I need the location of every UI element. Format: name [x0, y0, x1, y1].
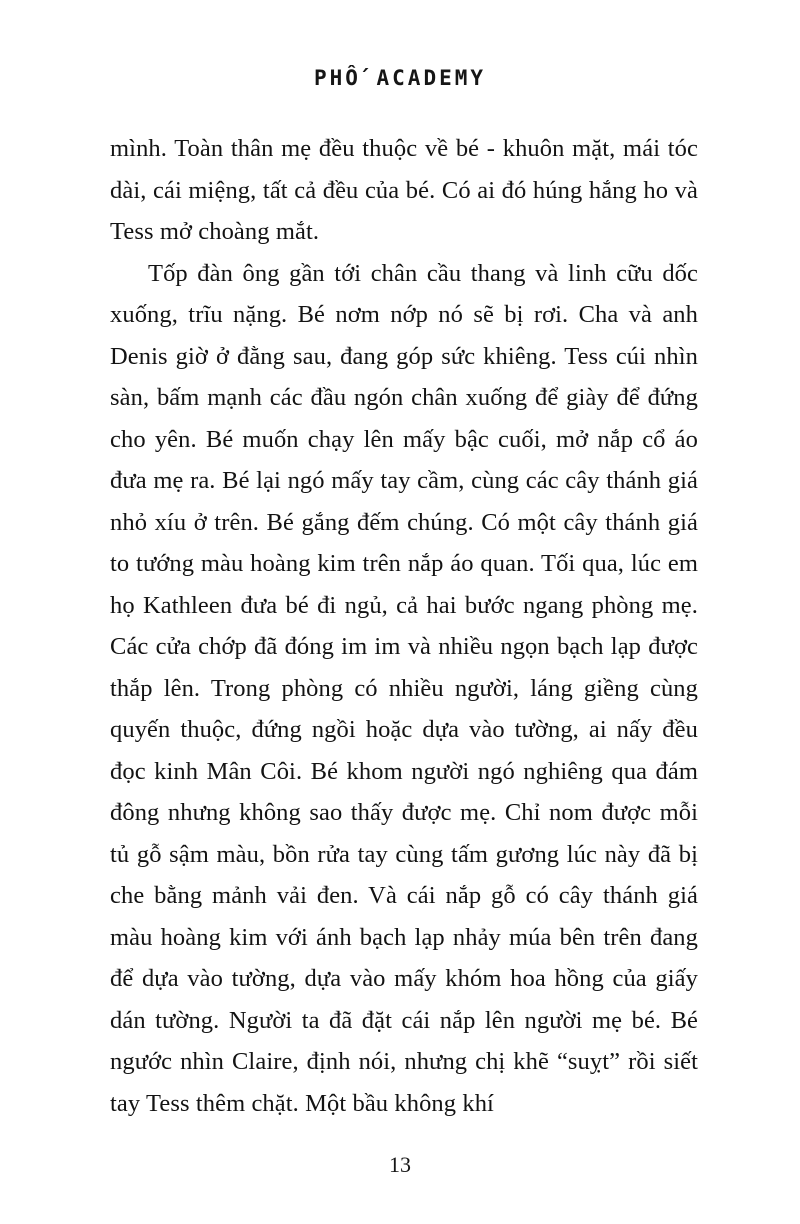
running-head: PHỐ ACADEMY	[313, 66, 487, 90]
paragraph-2: Tốp đàn ông gần tới chân cầu thang và linh cữu dốc xuống, trĩu nặng. Bé nơm nớp nó sẽ bị rơi. Cha và anh Denis giờ ở đằng sau, đang góp sức khiêng. Tess cúi nhìn sàn, bấm mạnh các đầu ngón chân xuống để giày để đứng cho yên. Bé muốn chạy lên mấy bậc cuối, mở nắp cổ áo đưa mẹ ra. Bé lại ngó mấy tay cầm, cùng các cây thánh giá nhỏ xíu ở trên. Bé gắng đếm chúng. Có một cây thánh giá to tướng màu hoàng kim trên nắp áo quan. Tối qua, lúc em họ Kathleen đưa bé đi ngủ, cả hai bước ngang phòng mẹ. Các cửa chớp đã đóng im im và nhiều ngọn bạch lạp được thắp lên. Trong phòng có nhiều người, láng giềng cùng quyến thuộc, đứng ngồi hoặc dựa vào tường, ai nấy đều đọc kinh Mân Côi. Bé khom người ngó nghiêng qua đám đông nhưng không sao thấy được mẹ. Chỉ nom được mỗi tủ gỗ sậm màu, bồn rửa tay cùng tấm gương lúc này đã bị che bằng mảnh vải đen. Và cái nắp gỗ có cây thánh giá màu hoàng kim với ánh bạch lạp nhảy múa bên trên đang để dựa vào tường, dựa vào mấy khóm hoa hồng của giấy dán tường. Người ta đã đặt cái nắp lên người mẹ bé. Bé ngước nhìn Claire, định nói, nhưng chị khẽ “suỵt” rồi siết tay Tess thêm chặt. Một bầu không khí	[110, 259, 698, 1117]
body-text-block	[110, 128, 698, 1124]
page-number: 13	[389, 1152, 411, 1177]
paragraph-1: mình. Toàn thân mẹ đều thuộc về bé - khuôn mặt, mái tóc dài, cái miệng, tất cả đều của bé. Có ai đó húng hắng ho và Tess mở choàng mắt.	[110, 135, 698, 245]
